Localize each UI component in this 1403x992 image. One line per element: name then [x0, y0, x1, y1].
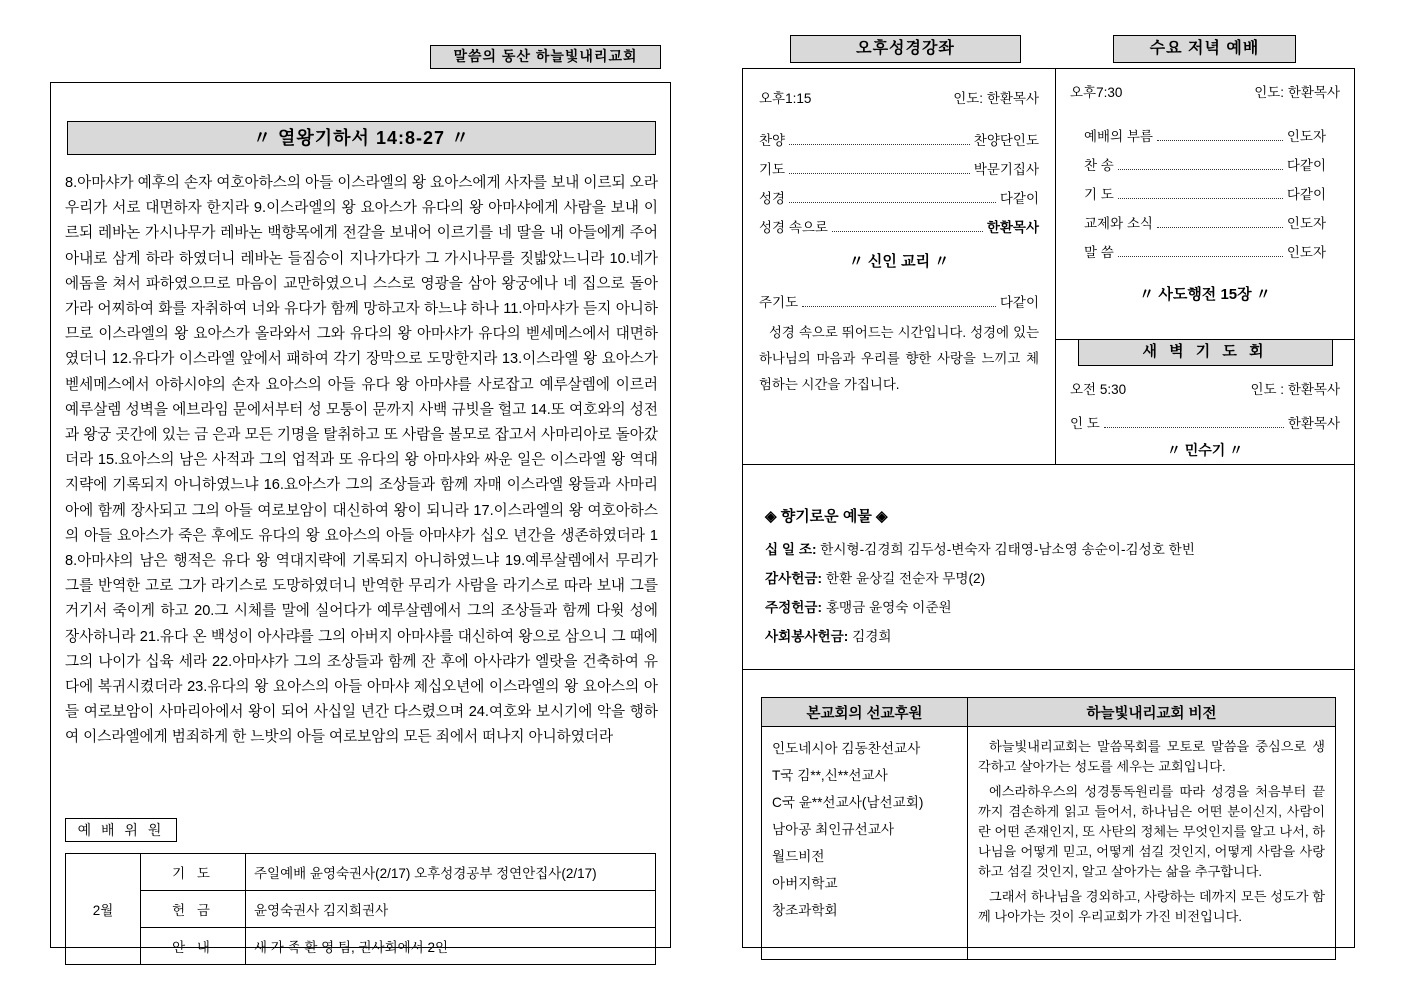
order-row: 기 도 다같이: [1084, 187, 1326, 202]
missions-list: [772, 737, 957, 919]
left-panel: [50, 82, 671, 955]
dawn-time: 오전 5:30: [1070, 382, 1127, 397]
dot-leader: [1118, 168, 1283, 170]
wednesday-time: 오후7:30: [1070, 85, 1123, 100]
wednesday-sermon: 〃 사도행전 15장 〃: [1139, 286, 1271, 303]
afternoon-study-tag: 오후성경강좌: [790, 35, 1021, 63]
offering-row: [765, 596, 1332, 616]
order-row: 기도 박문기집사: [759, 162, 1039, 177]
order-row: 성경 속으로 한환목사: [759, 220, 1039, 235]
wednesday-leader-name: 한환목사: [1287, 85, 1340, 100]
offering-row: [765, 538, 1332, 558]
dot-leader: [802, 305, 996, 307]
afternoon-study-section: [743, 69, 1056, 465]
wednesday-service-tag: 수요 저녁 예배: [1113, 35, 1296, 63]
dot-leader: [1118, 255, 1283, 257]
order-row: 인 도 한환목사: [1070, 416, 1340, 431]
table-row: [66, 891, 656, 928]
dawn-book: 〃 민수기 〃: [1166, 442, 1244, 458]
list-item: 인도네시아 김동찬선교사: [772, 741, 921, 756]
right-panel: [742, 68, 1355, 948]
order-row: 성경 다같이: [759, 191, 1039, 206]
dot-leader: [789, 172, 970, 174]
offering-label: 십 일 조:: [765, 542, 817, 557]
staff-month: 2월: [66, 854, 141, 965]
offering-title: ◈ 향기로운 예물 ◈: [765, 508, 888, 525]
dawn-leader-name: 한환목사: [1287, 382, 1340, 397]
staff-value: 새 가 족 환 영 팀, 권사회에서 2인: [246, 928, 656, 965]
dawn-leader: [1250, 378, 1340, 398]
list-item: C국 윤**선교사(남선교회): [772, 795, 924, 810]
table-header-row: [762, 698, 1336, 727]
missions-cell: [762, 727, 968, 960]
order-row: 교제와 소식 인도자: [1084, 216, 1326, 231]
offering-value: 한환 윤상길 전순자 무명(2): [825, 571, 986, 586]
offering-label: 주정헌금:: [765, 600, 823, 615]
list-item: 월드비전: [772, 849, 825, 864]
afternoon-note: 성경 속으로 뛰어드는 시간입니다. 성경에 있는 하나님의 마음과 우리를 향한 사랑을 느끼고 체험하는 시간을 가집니다.: [759, 325, 1039, 392]
dot-leader: [1118, 197, 1283, 199]
order-row: 예배의 부름 인도자: [1084, 129, 1326, 144]
dot-leader: [789, 143, 970, 145]
missions-vision-section: [743, 670, 1354, 947]
dot-leader: [1157, 226, 1283, 228]
offering-section: [743, 465, 1354, 670]
wednesday-leader: [1254, 81, 1340, 101]
afternoon-leader: [953, 87, 1039, 107]
order-row: 찬양 찬양단인도: [759, 133, 1039, 148]
staff-role: 헌 금: [141, 891, 246, 928]
offering-label: 감사헌금:: [765, 571, 823, 586]
scripture-body: 8.아마샤가 예후의 손자 여호아하스의 아들 이스라엘의 왕 요아스에게 사자를 보내 이르되 오라 우리가 서로 대면하자 한지라 9.이스라엘의 왕 요아스가 유다의 왕 아마샤에게 사람을 보내 이르되 레바논 가시나무가 레바논 백향목에게 전갈을 보내어 이르기를 네 딸을 내 아들에게 주어 아내로 삼게 하라 하였더니 레바논 들짐승이 지나가다가 그 가시나무를 짓밟았느니라 10.네가 에돔을 쳐서 파하였으므로 마음이 교만하였으니 스스로 영광을 삼아 왕궁에나 네 집으로 돌아가라 어찌하여 화를 자취하여 너와 유다가 함께 망하고자 하느냐 하나 11.아마샤가 듣지 아니하므로 이스라엘의 왕 요아스가 올라와서 그와 유다의 왕 아마샤가 유다의 벧세메스에서 대면하였더니 12.유다가 이스라엘 앞에서 패하여 각기 장막으로 도망한지라 13.이스라엘 왕 요아스가 벧세메스에서 아하시야의 손자 요아스의 아들 유다 왕 아마샤를 사로잡고 예루살렘에 이르러 예루살렘 성벽을 에브라임 문에서부터 성 모퉁이 문까지 사백 규빗을 헐고 14.또 여호와의 성전과 왕궁 곳간에 있는 금 은과 모든 기명을 탈취하고 또 사람을 볼모로 잡고서 사마리아로 돌아갔더라 15.요아스의 남은 사적과 그의 업적과 또 유다의 왕 아마샤와 싸운 일은 이스라엘 왕 역대지략에 기록되지 아니하였느냐 16.요아스가 그의 조상들과 함께 자매 이스라엘 왕들과 사마리아에 함께 장사되고 그의 아들 여로보암이 대신하여 왕이 되니라 17.이스라엘의 왕 여호아하스의 아들 요아스가 죽은 후에도 유다의 왕 요아스의 아들 아마샤가 십오 년간을 생존하였더라 18.아마샤의 남은 행적은 유다 왕 역대지략에 기록되지 아니하였느냐 19.예루살렘에서 무리가 그를 반역한 고로 그가 라기스로 도망하였더니 반역한 무리가 사람을 라기스로 따라 보내 그를 거기서 죽이게 하고 20.그 시체를 말에 실어다가 예루살렘에서 그의 조상들과 함께 다윗 성에 장사하니라 21.유다 온 백성이 아사랴를 그의 아버지 아마샤를 대신하여 왕으로 삼으니 그 때에 그의 나이가 십육 세라 22.아마샤가 그의 조상들과 함께 잔 후에 아사랴가 엘랏을 건축하여 유다에 복귀시켰더라 23.유다의 왕 요아스의 아들 아마샤 제십오년에 이스라엘의 왕 요아스의 아들 여로보암이 사마리아에서 왕이 되어 사십일 년간 다스렸으며 24.여호와 보시기에 악을 행하여 이스라엘에게 범죄하게 한 느밧의 아들 여로보암의 모든 죄에서 떠나지 아니하였더라: [65, 175, 658, 746]
dot-leader: [1157, 139, 1283, 141]
vision-cell: [968, 727, 1336, 960]
staff-role: 안 내: [141, 928, 246, 965]
wednesday-leader-label: 인도:: [1254, 85, 1285, 100]
vision-text: [978, 737, 1325, 927]
dot-leader: [832, 230, 983, 232]
staff-role: 기 도: [141, 854, 246, 891]
vision-paragraph: 에스라하우스의 성경통독원리를 따라 성경을 처음부터 끝까지 겸손하게 읽고 들어서, 하나님은 어떤 분이신지, 사람이란 어떤 존재인지, 또 사탄의 정체는 무엇인지를 알고 나서, 하나님을 어떻게 믿고, 어떻게 섬길 것인지, 어떻게 사람을 사랑하고 섬길 것인지, 알고 살아가는 삶을 추구합니다.: [978, 784, 1325, 879]
list-item: T국 김**,신**선교사: [772, 768, 888, 783]
wednesday-service-section: [1056, 69, 1354, 340]
worship-staff-table: [65, 853, 656, 965]
table-row: [762, 727, 1336, 960]
sermon-title: 〃 열왕기하서 14:8-27 〃: [67, 121, 656, 155]
offering-value: 한시형-김경희 김두성-변숙자 김태영-남소영 송순이-김성호 한빈: [820, 542, 1195, 557]
offering-label: 사회봉사헌금:: [765, 629, 849, 644]
dot-leader: [789, 201, 996, 203]
offering-value: 김경희: [852, 629, 892, 644]
staff-value: 윤영숙권사 김지희권사: [246, 891, 656, 928]
list-item: 남아공 최인규선교사: [772, 822, 894, 837]
dawn-prayer-section: [1056, 340, 1354, 465]
list-item: 아버지학교: [772, 876, 838, 891]
list-item: 창조과학회: [772, 903, 838, 918]
table-row: [66, 854, 656, 891]
dawn-leader-label: 인도 :: [1250, 382, 1285, 397]
offering-value: 홍맹금 윤영숙 이준원: [825, 600, 952, 615]
left-header-tag: 말씀의 동산 하늘빛내리교회: [430, 45, 661, 69]
dawn-prayer-title: 새 벽 기 도 회: [1078, 340, 1333, 366]
vision-paragraph: 그래서 하나님을 경외하고, 사랑하는 데까지 모든 성도가 함께 나아가는 것이 우리교회가 가진 비전입니다.: [978, 889, 1325, 924]
missions-vision-table: [761, 697, 1336, 960]
order-row: 찬 송 다같이: [1084, 158, 1326, 173]
vision-header: 하늘빛내리교회 비전: [968, 698, 1336, 727]
order-row-lords-prayer: 주기도 다같이: [759, 295, 1039, 310]
offering-row: [765, 567, 1332, 587]
table-row: [66, 928, 656, 965]
afternoon-time: 오후1:15: [759, 91, 812, 106]
dot-leader: [1104, 426, 1284, 428]
order-row: 말 씀 인도자: [1084, 245, 1326, 260]
staff-value: 주일예배 윤영숙권사(2/17) 오후성경공부 정연안집사(2/17): [246, 854, 656, 891]
missions-header: 본교회의 선교후원: [762, 698, 968, 727]
afternoon-leader-name: 한환목사: [986, 91, 1039, 106]
afternoon-leader-label: 인도:: [953, 91, 984, 106]
worship-staff-tag: 예 배 위 원: [65, 818, 177, 842]
afternoon-subtitle: 〃 신인 교리 〃: [848, 253, 950, 270]
offering-row: [765, 625, 1332, 645]
vision-paragraph: 하늘빛내리교회는 말씀목회를 모토로 말씀을 중심으로 생각하고 살아가는 성도를 세우는 교회입니다.: [978, 739, 1325, 774]
